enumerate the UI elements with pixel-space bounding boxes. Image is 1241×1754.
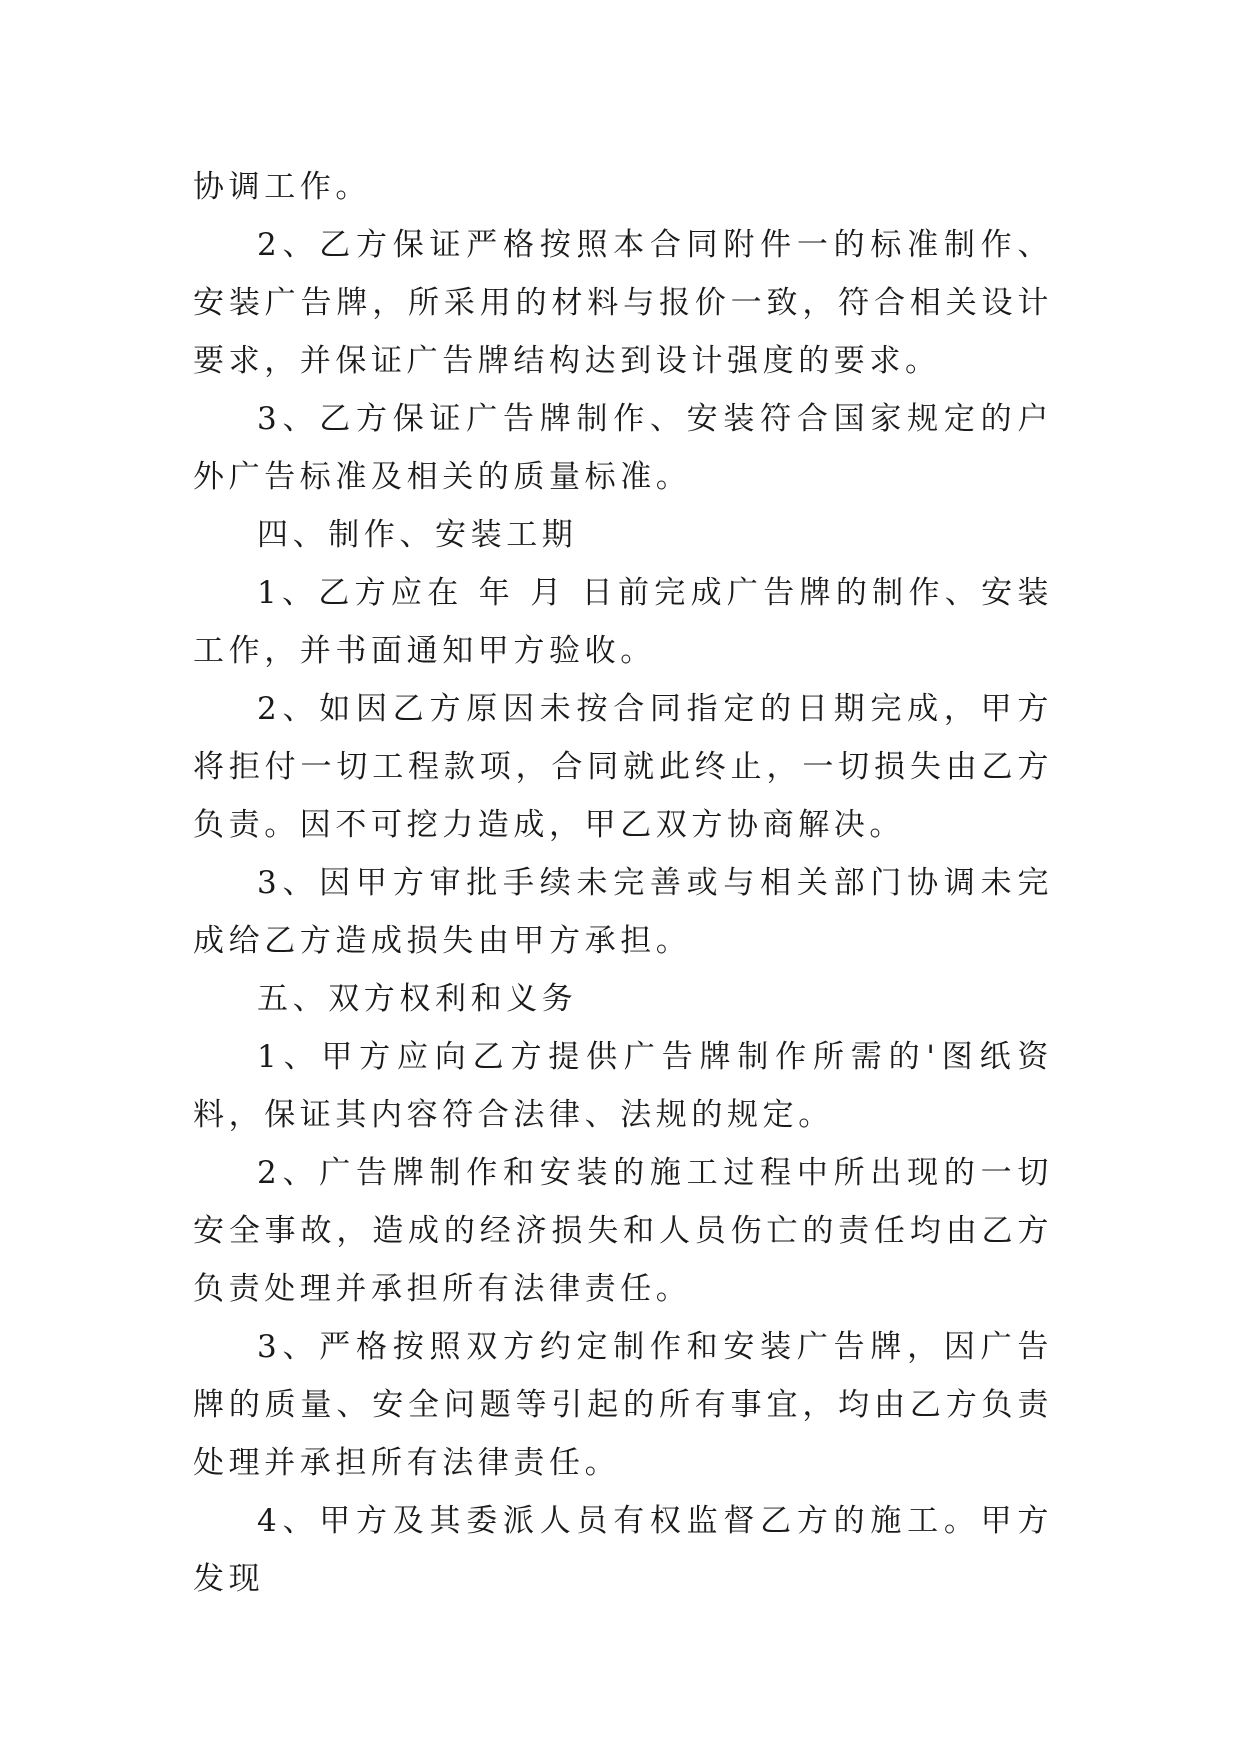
paragraph: 1、乙方应在 年 月 日前完成广告牌的制作、安装工作，并书面通知甲方验收。 <box>193 575 1053 669</box>
paragraph: 3、因甲方审批手续未完善或与相关部门协调未完成给乙方造成损失由甲方承担。 <box>193 865 1053 959</box>
paragraph: 3、乙方保证广告牌制作、安装符合国家规定的户外广告标准及相关的质量标准。 <box>193 401 1053 495</box>
document-body <box>193 158 1053 1608</box>
paragraph: 2、广告牌制作和安装的施工过程中所出现的一切安全事故，造成的经济损失和人员伤亡的责任均由乙方负责处理并承担所有法律责任。 <box>193 1155 1053 1307</box>
paragraph: 3、严格按照双方约定制作和安装广告牌，因广告牌的质量、安全问题等引起的所有事宜，均由乙方负责处理并承担所有法律责任。 <box>193 1329 1053 1481</box>
paragraph: 2、如因乙方原因未按合同指定的日期完成，甲方将拒付一切工程款项，合同就此终止，一切损失由乙方负责。因不可挖力造成，甲乙双方协商解决。 <box>193 691 1053 843</box>
section-heading: 五、双方权利和义务 <box>257 981 578 1017</box>
paragraph: 协调工作。 <box>193 169 371 205</box>
paragraph: 4、甲方及其委派人员有权监督乙方的施工。甲方发现 <box>193 1503 1053 1597</box>
paragraph: 1、甲方应向乙方提供广告牌制作所需的'图纸资料，保证其内容符合法律、法规的规定。 <box>193 1039 1053 1133</box>
section-heading: 四、制作、安装工期 <box>257 517 578 553</box>
paragraph: 2、乙方保证严格按照本合同附件一的标准制作、安装广告牌，所采用的材料与报价一致，符合相关设计要求，并保证广告牌结构达到设计强度的要求。 <box>193 227 1053 379</box>
